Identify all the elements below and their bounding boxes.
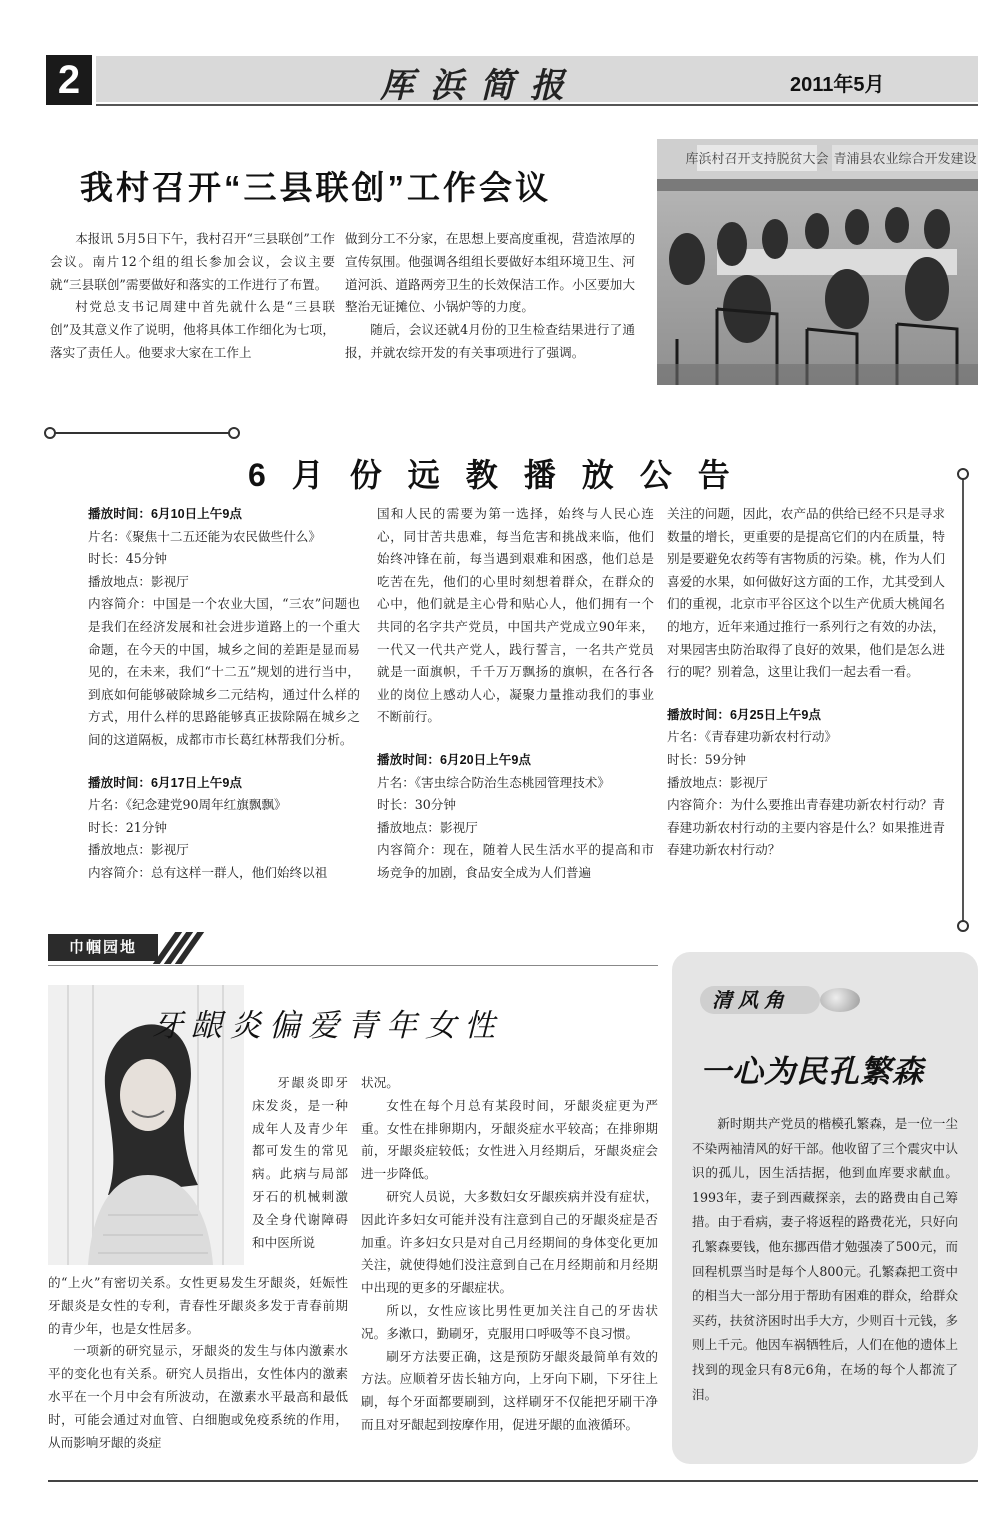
sidebar-tag: 清风角 [712,988,790,1012]
slot4-venue: 播放地点：影视厅 [667,774,768,790]
page-number: 2 [46,55,92,105]
article1-title: 我村召开“三县联创”工作会议 [80,169,551,206]
article1-paragraph: 本报讯 5月5日下午，我村召开“三县联创”工作会议。南片12个组的组长参加会议，会议主要就“三县联创”需要做好和落实的工作进行了布置。 [50,231,335,292]
photo-banner-left: 库浜村召开支持脱贫大会 [685,152,829,167]
section-rule [48,965,658,966]
article3-column-2 [361,1072,658,1437]
slot3-duration: 时长：30分钟 [377,797,456,813]
article3-title: 牙龈炎偏爱青年女性 [152,1008,503,1043]
slot3-film: 片名：《害虫综合防治生态桃园管理技术》 [377,774,610,790]
article1-column-2 [345,228,635,365]
sidebar-body [692,1112,958,1407]
slot1-film: 片名：《聚焦十二五还能为农民做些什么》 [88,528,321,544]
divider-dot [228,427,240,439]
schedule-column-3 [667,503,945,862]
slot2-intro-part2: 国和人民的需要为第一选择，始终与人民心连心，同甘苦共患难，每当危害和挑战来临，他们始终冲锋在前，每当遇到艰难和困惑，他们总是吃苦在先，他们的心里时刻想着群众，在群众的心中，他们就是主心骨和贴心人，他们拥有一个共同的名字共产党员，中国共产党成立90年来，一代又一代共产党人，践行誓言，一名共产党员就是一面旗帜，千千万万飘扬的旗帜，在各行各业的岗位上感动人心，凝聚力量推动我们的事业不断前行。 [377,506,654,725]
section-tag: 巾帼园地 [48,934,158,961]
sidebar-title: 一心为民孔繁森 [700,1054,924,1089]
slot3-intro-part1: 内容简介：现在，随着人民生活水平的提高和市场竞争的加剧，食品安全成为人们普遍 [377,842,654,880]
slot1-venue: 播放地点：影视厅 [88,573,189,589]
slot4-intro: 内容简介：为什么要推出青春建功新农村行动？青春建功新农村行动的主要内容是什么？如果推进青春建功新农村行动？ [667,797,945,858]
article1-column-1 [50,228,335,365]
article3-paragraph: 刷牙方法要正确，这是预防牙龈炎最简单有效的方法。应顺着牙齿长轴方向，上牙向下刷，下牙往上刷，每个牙面都要刷到，这样刷牙不仅能把牙刷干净而且对牙龈起到按摩作用，促进牙龈的血液循环。 [361,1348,658,1432]
issue-date: 2011年5月 [790,74,885,96]
article1-paragraph: 随后，会议还就4月份的卫生检查结果进行了通报，并就农综开发的有关事项进行了强调。 [345,322,635,360]
article3-paragraph: 研究人员说，大多数妇女牙龈疾病并没有症状，因此许多妇女可能并没有注意到自己的牙龈炎症是否加重。许多妇女只是对自己月经期间的身体变化更加关注，就使得她们没注意到自己在月经期前和月经期中出现的更多的牙龈症状。 [361,1188,658,1296]
schedule-column-2 [377,503,654,885]
slot2-duration: 时长：21分钟 [88,819,167,835]
article3-paragraph: 牙龈炎即牙床发炎，是一种成年人及青少年都可发生的常见病。此病与局部牙石的机械刺激及全身代谢障碍和中医所说 [252,1075,348,1250]
slot2-film: 片名：《纪念建党90周年红旗飘飘》 [88,797,287,813]
slot1-time: 播放时间：6月10日上午9点 [88,507,242,521]
divider-rule [48,432,232,434]
article3-column-1-bottom [48,1272,348,1454]
article3-paragraph: 女性在每个月总有某段时间，牙龈炎症更为严重。女性在排卵期内，牙龈炎症水平较高；在排卵期前，牙龈炎症较低；女性进入月经期后，牙龈炎症会进一步降低。 [361,1097,658,1182]
slot3-time: 播放时间：6月20日上午9点 [377,752,531,767]
slot3-venue: 播放地点：影视厅 [377,819,478,835]
divider-dot [957,468,969,480]
article3-paragraph: 的“上火”有密切关系。女性更易发生牙龈炎，妊娠性牙龈炎是女性的专利，青春性牙龈炎多发于青春前期的青少年，也是女性居多。 [48,1275,348,1336]
article1-paragraph: 村党总支书记周建中首先就什么是“三县联创”及其意义作了说明，他将具体工作细化为七项，落实了责任人。他要求大家在工作上 [50,299,335,360]
article3-paragraph: 所以，女性应该比男性更加关注自己的牙齿状况。多漱口，勤刷牙，克服用口呼吸等不良习惯。 [361,1302,658,1341]
slot4-duration: 时长：59分钟 [667,751,746,767]
schedule-column-1 [88,503,360,885]
slot2-intro-part1: 内容简介：总有这样一群人，他们始终以祖 [88,864,328,880]
article1-paragraph: 做到分工不分家，在思想上要高度重视，营造浓厚的宣传氛围。他强调各组组长要做好本组环境卫生、河道河浜、道路两旁卫生的长效保洁工作。小区要加大整治无证摊位、小锅炉等的力度。 [345,231,635,315]
divider-rule-vertical [962,474,964,924]
slot4-time: 播放时间：6月25日上午9点 [667,707,821,722]
photo-banner-right: 青浦县农业综合开发建设 [833,152,977,167]
sidebar-paragraph: 新时期共产党员的楷模孔繁森，是一位一尘不染两袖清风的好干部。他收留了三个震灾中认识的孤儿，因生活拮据，他到血库要求献血。1993年，妻子到西藏探亲，去的路费由自己筹措。由于看病，妻子将返程的路费花光，只好向孔繁森要钱，他东挪西借才勉强凑了500元，而回程机票当时是每个人800元。孔繁森把工资中的相当大一部分用于帮助有困难的群众，给群众买药，扶贫济困时出手大方，少则百十元钱，多则上千元。他因车祸牺牲后，人们在他的遗体上找到的现金只有8元6角，在场的每个人都流了泪。 [692,1116,958,1402]
article3-paragraph: 一项新的研究显示，牙龈炎的发生与体内激素水平的变化也有关系。研究人员指出，女性体内的激素水平在一个月中会有所波动，在激素水平最高和最低时，可能会通过对血管、白细胞或免疫系统的作用，从而影响牙龈的炎症 [48,1343,348,1450]
meeting-photo [657,139,978,385]
masthead-title: 厍浜简报 [380,66,580,106]
footer-rule [48,1480,978,1482]
slot1-intro: 内容简介：中国是一个农业大国，“三农”问题也是我们在经济发展和社会进步道路上的一个重大命题，在今天的中国，城乡之间的差距是显而易见的，在未来，我们“十二五”规划的进行当中，到底如何能够破除城乡二元结构，通过什么样的方式，用什么样的思路能够真正拔除隔在城乡之间的这道隔板，成都市市长葛红林帮我们分析。 [88,596,360,747]
divider-dot [957,920,969,932]
slot4-film: 片名：《青春建功新农村行动》 [667,729,838,745]
sidebar-tag-ornament [820,988,860,1012]
slot2-time: 播放时间：6月17日上午9点 [88,775,242,790]
article2-title: 6月份远教播放公告 [248,457,756,493]
slot2-venue: 播放地点：影视厅 [88,842,189,858]
article3-paragraph: 状况。 [361,1075,399,1090]
divider-dot [44,427,56,439]
slot3-intro-part2: 关注的问题，因此，农产品的供给已经不只是寻求数量的增长，更重要的是提高它们的内在质量，特别是要避免农药等有害物质的污染。桃，作为人们喜爱的水果，如何做好这方面的工作，尤其受到人们的重视，北京市平谷区这个以生产优质大桃闻名的地方，近年来通过推行一系列行之有效的办法，对果园害虫防治取得了良好的效果，他们是怎么进行的呢？别着急，这里让我们一起去看一看。 [667,506,945,680]
slot1-duration: 时长：45分钟 [88,551,167,567]
article3-column-1-top [252,1072,348,1254]
